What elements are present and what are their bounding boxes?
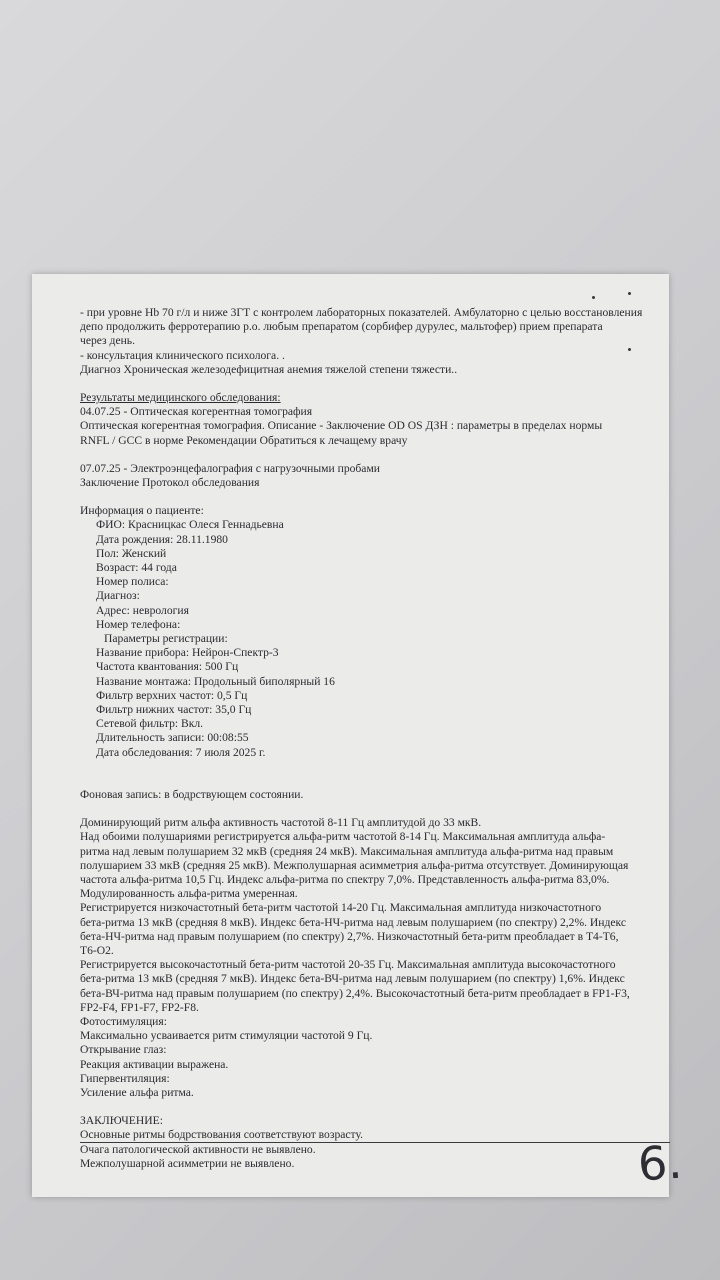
- document-page: [32, 274, 684, 1197]
- spacer: [80, 1100, 650, 1114]
- patient-sex: Пол: Женский: [96, 546, 167, 560]
- patient-phone: Номер телефона:: [96, 617, 181, 631]
- oct-description: Оптическая когерентная томография. Описание - Заключение OD OS ДЗН : параметры в пределах нормы: [80, 419, 603, 433]
- intro-line: - консультация клинического психолога. .: [80, 348, 285, 362]
- findings-line: Максимально усваивается ритм стимуляции частотой 9 Гц.: [80, 1029, 373, 1043]
- findings-line: FP2-F4, FP1-F7, FP2-F8.: [80, 1000, 199, 1014]
- ink-speck: [628, 292, 631, 295]
- findings-line: Доминирующий ритм альфа активность частотой 8-11 Гц амплитудой до 33 мкВ.: [80, 816, 482, 830]
- patient-address: Адрес: неврология: [96, 603, 189, 617]
- findings-line: T6-O2.: [80, 943, 114, 957]
- patient-info-heading: Информация о пациенте:: [80, 504, 204, 518]
- spacer: [80, 802, 650, 816]
- registration-heading: Параметры регистрации:: [104, 632, 228, 646]
- registration-montage: Название монтажа: Продольный биполярный 16: [96, 674, 335, 688]
- intro-line: депо продолжить ферротерапию p.o. любым препаратом (сорбифер дурулес, мальтофер) прием препарата: [80, 320, 603, 334]
- findings-line: полушарием 33 мкВ (средняя 25 мкВ). Межполушарная асимметрия альфа-ритма отсутствует. Доминирующая: [80, 858, 629, 872]
- findings-line: частота альфа-ритма 10,5 Гц. Индекс альфа-ритма по спектру 7,0%. Представленность альфа-ритма 83,0%.: [80, 872, 610, 886]
- conclusion-heading: ЗАКЛЮЧЕНИЕ:: [80, 1114, 163, 1128]
- patient-age: Возраст: 44 года: [96, 561, 177, 575]
- document-text: [80, 306, 650, 1171]
- findings-line: Регистрируется низкочастотный бета-ритм частотой 14-20 Гц. Максимальная амплитуда низкочастотного: [80, 901, 602, 915]
- findings-line: Открывание глаз:: [80, 1043, 167, 1057]
- registration-high-filter: Фильтр верхних частот: 0,5 Гц: [96, 688, 248, 702]
- conclusion-line: Межполушарной асимметрии не выявлено.: [80, 1156, 295, 1170]
- background-recording: Фоновая запись: в бодрствующем состоянии.: [80, 787, 304, 801]
- findings-line: Усиление альфа ритма.: [80, 1085, 194, 1099]
- intro-line: через день.: [80, 334, 135, 348]
- findings-line: Модулированность альфа-ритма умеренная.: [80, 887, 298, 901]
- patient-fio: ФИО: Красницкас Олеся Геннадьевна: [96, 518, 284, 532]
- conclusion-line: Основные ритмы бодрствования соответствуют возрасту.: [80, 1128, 363, 1142]
- patient-policy: Номер полиса:: [96, 575, 169, 589]
- bottom-rule: [80, 1142, 670, 1143]
- spacer: [80, 490, 650, 504]
- findings-line: Гипервентиляция:: [80, 1071, 170, 1085]
- registration-low-filter: Фильтр нижних частот: 35,0 Гц: [96, 703, 252, 717]
- diagnosis-line: Диагноз Хроническая железодефицитная анемия тяжелой степени тяжести..: [80, 362, 458, 376]
- results-heading: Результаты медицинского обследования:: [80, 391, 281, 405]
- eeg-protocol-title: Заключение Протокол обследования: [80, 476, 260, 490]
- ink-speck: [592, 296, 595, 299]
- findings-line: бета-НЧ-ритма над правым полушарием (по спектру) 2,7%. Низкочастотный бета-ритм преобладает в T4-T6,: [80, 929, 619, 943]
- spacer: [80, 377, 650, 391]
- registration-duration: Длительность записи: 00:08:55: [96, 731, 249, 745]
- findings-line: бета-ВЧ-ритма над правым полушарием (по спектру) 2,4%. Высокочастотный бета-ритм преобладает в FP1-F3,: [80, 986, 630, 1000]
- registration-exam-date: Дата обследования: 7 июля 2025 г.: [96, 745, 266, 759]
- spacer: [80, 760, 650, 788]
- findings-line: бета-ритма 13 мкВ (средняя 7 мкВ). Индекс бета-ВЧ-ритма над левым полушарием (по спектру) 1,6%. Индекс: [80, 972, 625, 986]
- intro-line: - при уровне Hb 70 г/л и ниже 3ГТ с контролем лабораторных показателей. Амбулаторно с целью восстановления: [80, 306, 643, 319]
- findings-line: Фотостимуляция:: [80, 1014, 167, 1028]
- registration-device: Название прибора: Нейрон-Спектр-3: [96, 646, 279, 660]
- oct-date-line: 04.07.25 - Оптическая когерентная томография: [80, 405, 313, 419]
- findings-line: Над обоими полушариями регистрируется альфа-ритм частотой 8-14 Гц. Максимальная амплитуда альфа-: [80, 830, 606, 844]
- findings-line: бета-ритма 13 мкВ (средняя 8 мкВ). Индекс бета-НЧ-ритма над левым полушарием (по спектру) 2,2%. Индекс: [80, 915, 627, 929]
- findings-line: ритма над левым полушарием 32 мкВ (средняя 24 мкВ). Максимальная амплитуда альфа-ритма над правым: [80, 844, 614, 858]
- eeg-date-line: 07.07.25 - Электроэнцефалография с нагрузочными пробами: [80, 461, 380, 475]
- findings-line: Регистрируется высокочастотный бета-ритм частотой 20-35 Гц. Максимальная амплитуда высокочастотного: [80, 958, 616, 972]
- oct-description: RNFL / GCC в норме Рекомендации Обратиться к лечащему врачу: [80, 433, 408, 447]
- registration-notch: Сетевой фильтр: Вкл.: [96, 717, 204, 731]
- patient-diagnosis: Диагноз:: [96, 589, 140, 603]
- findings-line: Реакция активации выражена.: [80, 1057, 229, 1071]
- spacer: [80, 448, 650, 462]
- handwritten-page-number: 6.: [636, 1134, 684, 1192]
- registration-sampling: Частота квантования: 500 Гц: [96, 660, 239, 674]
- conclusion-line: Очага патологической активности не выявлено.: [80, 1142, 316, 1156]
- patient-birth: Дата рождения: 28.11.1980: [96, 532, 228, 546]
